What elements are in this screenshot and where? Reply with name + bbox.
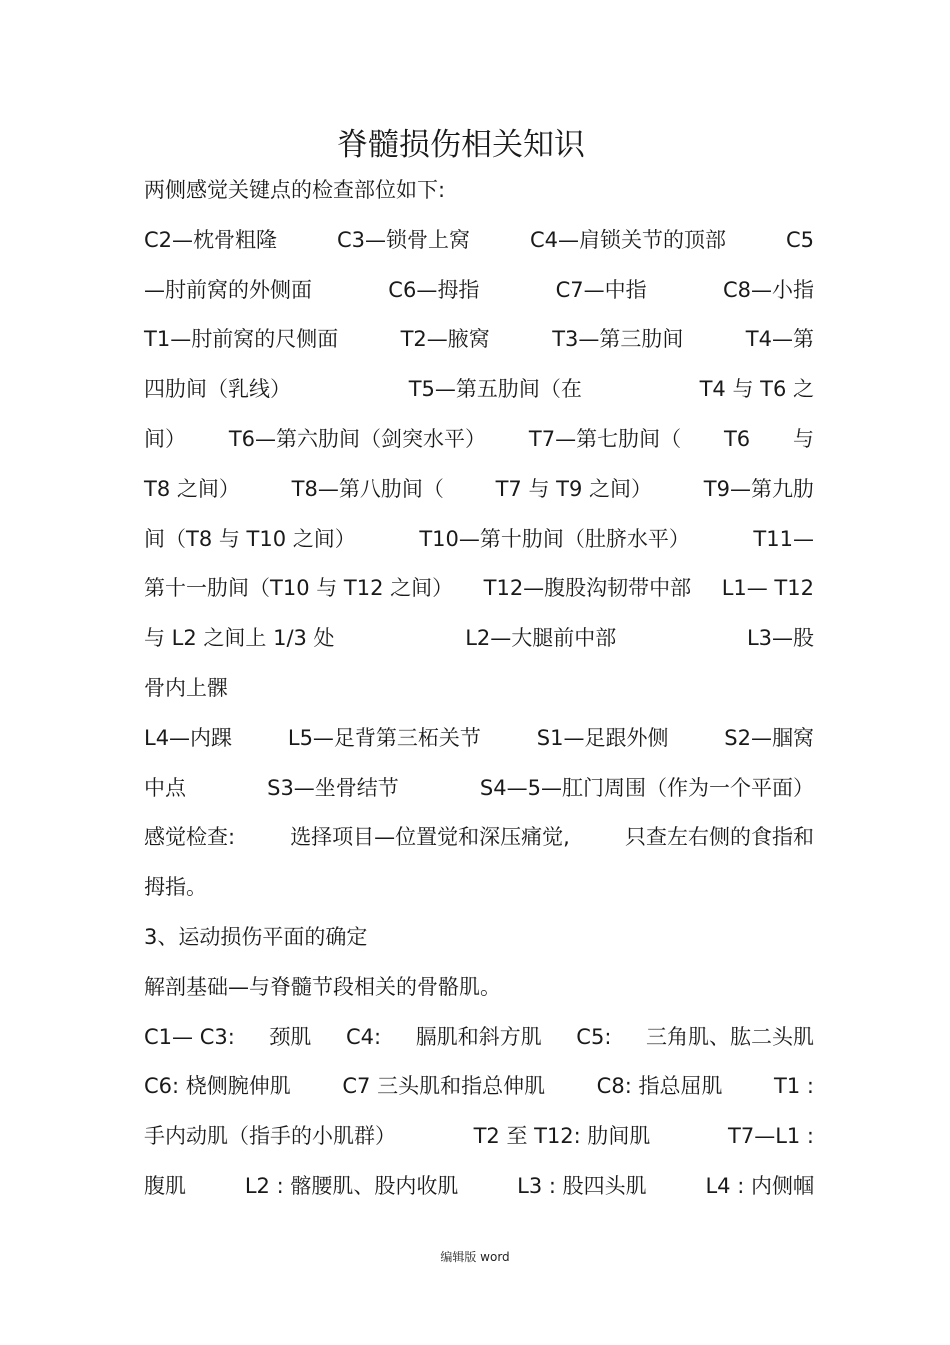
page-title: 脊髓损伤相关知识 bbox=[337, 127, 585, 163]
text-fragment: T10—第十肋间（肚脐水平） bbox=[419, 526, 690, 551]
text-fragment: T2—腋窝 bbox=[400, 327, 490, 352]
text-fragment: S4—5—肛门周围（作为一个平面） bbox=[479, 775, 814, 800]
text-fragment: 中点 bbox=[144, 775, 186, 800]
text-fragment: C6—拇指 bbox=[388, 277, 480, 302]
text-fragment: C1— C3: bbox=[144, 1024, 235, 1049]
text-line bbox=[144, 764, 814, 814]
text-fragment: L5—足背第三柘关节 bbox=[287, 725, 481, 750]
text-fragment: C5 bbox=[785, 227, 814, 252]
text-fragment: T7—L1 : bbox=[728, 1124, 814, 1149]
text-fragment: 膈肌和斜方肌 bbox=[415, 1024, 542, 1049]
text-fragment: T6 bbox=[723, 426, 751, 451]
text-fragment: T7—第七肋间（ bbox=[528, 426, 682, 451]
text-fragment: T11— bbox=[753, 526, 814, 551]
text-fragment: 与 L2 之间上 1/3 处 bbox=[144, 626, 335, 651]
text-line bbox=[144, 863, 814, 913]
text-fragment: T6—第六肋间（剑突水平） bbox=[228, 426, 487, 451]
text-line bbox=[144, 465, 814, 515]
text-fragment: C3—锁骨上窝 bbox=[336, 227, 471, 252]
text-fragment: L4—内踝 bbox=[144, 725, 233, 750]
text-fragment: 骨内上髁 bbox=[144, 675, 228, 700]
text-fragment: C7 三头肌和指总伸肌 bbox=[342, 1074, 546, 1099]
text-fragment: L4 : 内侧帼 bbox=[705, 1173, 814, 1198]
text-fragment: 第十一肋间（T10 与 T12 之间） bbox=[144, 576, 454, 601]
text-fragment: 间（T8 与 T10 之间） bbox=[144, 526, 356, 551]
text-fragment: T4—第 bbox=[745, 327, 814, 352]
text-fragment: T1 : bbox=[774, 1074, 814, 1099]
text-fragment: T12—腹股沟韧带中部 bbox=[483, 576, 692, 601]
text-fragment: L3—股 bbox=[746, 626, 814, 651]
text-fragment: C4: bbox=[346, 1024, 382, 1049]
text-fragment: S2—腘窝 bbox=[724, 725, 814, 750]
text-fragment: 四肋间（乳线） bbox=[144, 377, 291, 402]
text-fragment: C8—小指 bbox=[722, 277, 814, 302]
text-fragment: L2—大腿前中部 bbox=[465, 626, 617, 651]
text-line bbox=[144, 963, 814, 1013]
text-fragment: 手内动肌（指手的小肌群） bbox=[144, 1124, 396, 1149]
text-fragment: C6: 桡侧腕伸肌 bbox=[144, 1074, 291, 1099]
text-fragment: 感觉检查: bbox=[144, 825, 236, 850]
text-line bbox=[144, 216, 814, 266]
text-line bbox=[144, 1162, 814, 1212]
text-fragment: T8 之间） bbox=[144, 476, 240, 501]
text-line bbox=[144, 315, 814, 365]
text-fragment: 颈肌 bbox=[269, 1024, 312, 1049]
text-fragment: T8—第八肋间（ bbox=[291, 476, 444, 501]
text-fragment: T4 与 T6 之 bbox=[699, 377, 814, 402]
text-fragment: S1—足跟外侧 bbox=[536, 725, 669, 750]
text-line bbox=[144, 714, 814, 764]
page-footer: 编辑版 word bbox=[440, 1250, 510, 1264]
text-fragment: C7—中指 bbox=[555, 277, 647, 302]
text-fragment: C5: bbox=[576, 1024, 612, 1049]
text-line bbox=[144, 515, 814, 565]
text-line bbox=[144, 1013, 814, 1063]
text-fragment: 拇指。 bbox=[144, 875, 207, 900]
text-fragment: T3—第三肋间 bbox=[552, 327, 684, 352]
text-fragment: 选择项目—位置觉和深压痛觉, bbox=[290, 825, 570, 850]
text-line bbox=[144, 1062, 814, 1112]
text-line bbox=[144, 1112, 814, 1162]
text-line bbox=[144, 813, 814, 863]
text-fragment: 解剖基础—与脊髓节段相关的骨骼肌。 bbox=[144, 974, 501, 999]
text-fragment: T1—肘前窝的尺侧面 bbox=[144, 327, 339, 352]
text-fragment: 与 bbox=[792, 426, 814, 451]
text-fragment: 间） bbox=[144, 426, 186, 451]
document-body bbox=[144, 166, 814, 1212]
text-line bbox=[144, 664, 814, 714]
text-fragment: L3 : 股四头肌 bbox=[517, 1173, 647, 1198]
text-fragment: 腹肌 bbox=[144, 1173, 186, 1198]
text-fragment: T7 与 T9 之间） bbox=[495, 476, 653, 501]
text-fragment: T2 至 T12: 肋间肌 bbox=[473, 1124, 651, 1149]
text-fragment: 只查左右侧的食指和 bbox=[624, 825, 814, 850]
text-line bbox=[144, 564, 814, 614]
text-fragment: 3、运动损伤平面的确定 bbox=[144, 924, 368, 949]
text-line bbox=[144, 266, 814, 316]
text-fragment: L1— T12 bbox=[721, 576, 814, 601]
text-line bbox=[144, 614, 814, 664]
text-line bbox=[144, 415, 814, 465]
text-fragment: C4—肩锁关节的顶部 bbox=[529, 227, 726, 252]
text-fragment: C8: 指总屈肌 bbox=[596, 1074, 723, 1099]
text-line bbox=[144, 365, 814, 415]
text-fragment: L2 : 髂腰肌、股内收肌 bbox=[244, 1173, 459, 1198]
text-line bbox=[144, 913, 814, 963]
text-fragment: S3—坐骨结节 bbox=[267, 775, 399, 800]
text-fragment: T5—第五肋间（在 bbox=[408, 377, 582, 402]
text-fragment: 三角肌、肱二头肌 bbox=[646, 1024, 814, 1049]
text-fragment: 两侧感觉关键点的检查部位如下: bbox=[144, 178, 446, 202]
text-fragment: C2—枕骨粗隆 bbox=[144, 227, 278, 252]
text-fragment: T9—第九肋 bbox=[703, 476, 814, 501]
text-fragment: —肘前窝的外侧面 bbox=[144, 277, 312, 302]
text-line bbox=[144, 166, 814, 216]
